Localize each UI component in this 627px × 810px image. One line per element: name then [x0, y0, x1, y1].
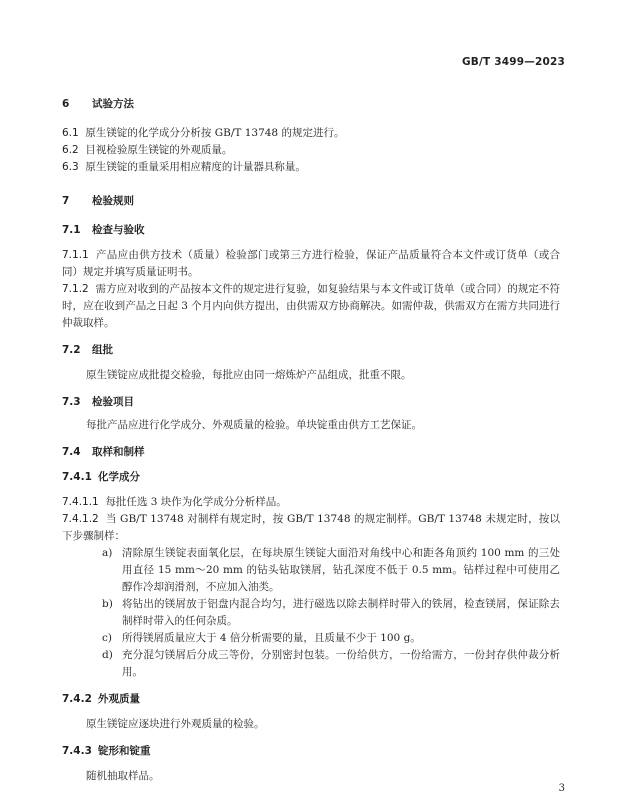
- section-7-4-3-heading: [62, 743, 560, 760]
- clause-6-2: [62, 142, 560, 159]
- section-number: 6: [62, 98, 70, 110]
- list-marker: c): [102, 632, 112, 644]
- section-title: 取样和制样: [92, 446, 145, 458]
- section-title: 组批: [92, 344, 113, 356]
- section-title: 检验规则: [92, 195, 134, 207]
- list-item-text: 将钻出的镁屑放于铝盘内混合均匀，进行磁选以除去制样时带入的铁屑，检查镁屑，保证除去制样时带入的任何杂质。: [122, 598, 560, 627]
- clause-text: 产品应由供方技术（质量）检验部门或第三方进行检验，保证产品质量符合本文件或订货单（或合同）规定并填写质量证明书。: [62, 249, 560, 278]
- clause-text: 当 GB/T 13748 对制样有规定时，按 GB/T 13748 的规定制样。GB/T 13748 未规定时，按以下步骤制样：: [62, 513, 560, 542]
- section-number: 7.2: [62, 344, 81, 356]
- clause-number: 6.1: [62, 127, 79, 139]
- section-7-3-heading: [62, 394, 560, 411]
- list-marker: d): [102, 649, 113, 661]
- section-title: 化学成分: [98, 471, 140, 483]
- section-number: 7.4.3: [62, 745, 92, 757]
- section-7-4-3-text: 随机抽取样品。: [86, 770, 160, 782]
- page-number: 3: [558, 783, 565, 794]
- section-7-4-heading: [62, 444, 560, 461]
- clause-6-1: [62, 125, 560, 142]
- standard-number: GB/T 3499—2023: [461, 56, 565, 68]
- section-7-2-heading: [62, 342, 560, 359]
- clause-number: 6.3: [62, 161, 79, 173]
- sampling-steps-list: [62, 545, 560, 681]
- section-7-heading: [62, 193, 560, 210]
- list-item-text: 清除原生镁锭表面氧化层，在每块原生镁锭大面沿对角线中心和距各角顶约 100 mm 的三处用直径 15 mm～20 mm 的钻头钻取镁屑，钻孔深度不低于 0.5 mm。钻样过程中可使用乙醇作冷却润滑剂，不应加入油类。: [122, 547, 560, 593]
- clause-text: 每批任选 3 块作为化学成分分析样品。: [105, 496, 287, 508]
- clause-7-1-2: [62, 281, 560, 332]
- section-7-1-heading: [62, 222, 560, 239]
- clause-7-4-1-1: [62, 494, 560, 511]
- section-number: 7: [62, 195, 70, 207]
- section-number: 7.4: [62, 446, 81, 458]
- section-7-4-1-heading: [62, 469, 560, 486]
- clause-number: 6.2: [62, 144, 79, 156]
- section-7-4-2-heading: [62, 691, 560, 708]
- clause-number: 7.1.1: [62, 249, 89, 261]
- list-marker: b): [102, 598, 113, 610]
- section-number: 7.4.2: [62, 693, 92, 705]
- list-item: [102, 545, 560, 596]
- clause-text: 原生镁锭的化学成分分析按 GB/T 13748 的规定进行。: [85, 127, 345, 139]
- clause-7-1-1: [62, 247, 560, 281]
- section-6-items: [62, 125, 560, 176]
- section-title: 试验方法: [92, 98, 134, 110]
- page-content: [62, 96, 560, 785]
- clause-text: 需方应对收到的产品按本文件的规定进行复验，如复验结果与本文件或订货单（或合同）的规定不符时，应在收到产品之日起 3 个月内向供方提出，由供需双方协商解决。如需仲裁，供需双方在需方共同进行仲裁取样。: [62, 283, 560, 329]
- list-marker: a): [102, 547, 113, 559]
- section-number: 7.1: [62, 224, 81, 236]
- clause-number: 7.1.2: [62, 283, 89, 295]
- section-number: 7.4.1: [62, 471, 92, 483]
- section-number: 7.3: [62, 396, 81, 408]
- section-title: 锭形和锭重: [98, 745, 151, 757]
- list-item: [102, 596, 560, 630]
- section-title: 检查与验收: [92, 224, 145, 236]
- section-7-4-2-text: 原生镁锭应逐块进行外观质量的检验。: [86, 718, 265, 730]
- section-7-3-text: 每批产品应进行化学成分、外观质量的检验。单块锭重由供方工艺保证。: [86, 419, 422, 431]
- clause-text: 目视检验原生镁锭的外观质量。: [85, 144, 233, 156]
- list-item: [102, 630, 560, 647]
- clause-text: 原生镁锭的重量采用相应精度的计量器具称量。: [85, 161, 306, 173]
- clause-number: 7.4.1.1: [62, 496, 99, 508]
- list-item: [102, 647, 560, 681]
- section-6-heading: [62, 96, 560, 113]
- section-7-2-text: 原生镁锭应成批提交检验，每批应由同一熔炼炉产品组成，批重不限。: [86, 369, 412, 381]
- list-item-text: 所得镁屑质量应大于 4 倍分析需要的量，且质量不少于 100 g。: [122, 632, 421, 644]
- list-item-text: 充分混匀镁屑后分成三等份，分别密封包装。一份给供方，一份给需方，一份封存供仲裁分析用。: [122, 649, 560, 678]
- clause-6-3: [62, 159, 560, 176]
- section-title: 外观质量: [98, 693, 140, 705]
- clause-7-4-1-2: [62, 511, 560, 545]
- section-title: 检验项目: [92, 396, 134, 408]
- clause-number: 7.4.1.2: [62, 513, 99, 525]
